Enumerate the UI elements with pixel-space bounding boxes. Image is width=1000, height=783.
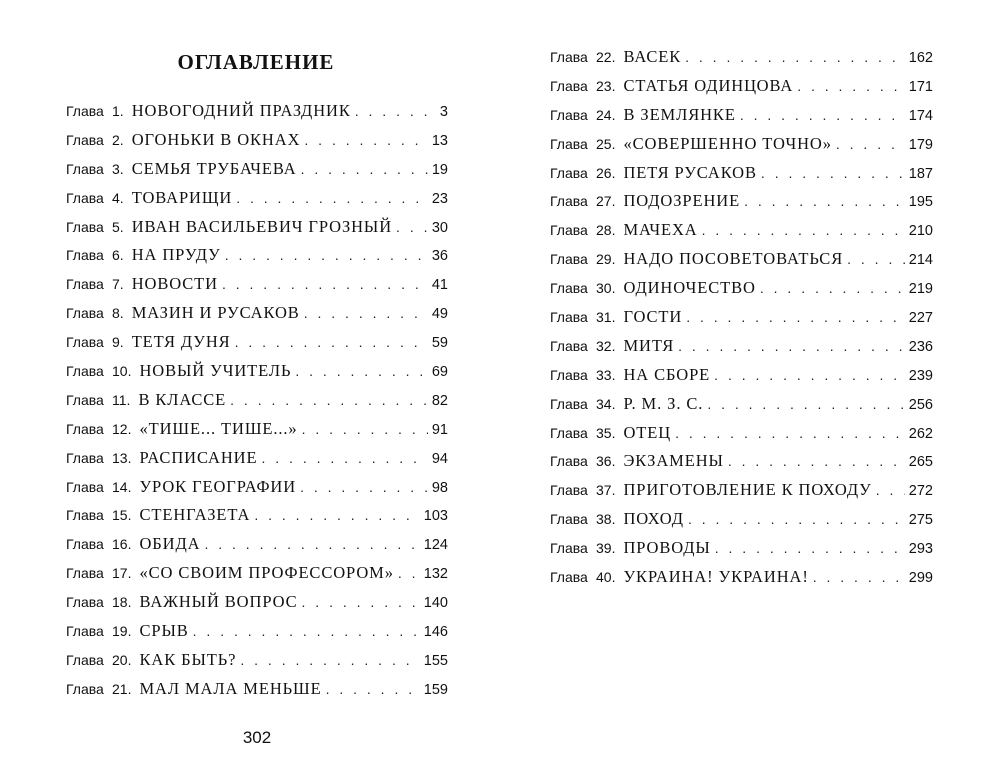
toc-entry [550,538,933,567]
chapter-title: НОВЫЙ УЧИТЕЛЬ [139,361,292,381]
dot-leader [302,594,420,610]
chapter-number: 9. [112,334,124,351]
chapter-label: Глава [550,569,588,586]
dot-leader [254,507,419,523]
chapter-title: ОДИНОЧЕСТВО [623,278,756,298]
dot-leader [261,450,427,466]
chapter-page-number: 98 [431,479,448,496]
dot-leader [222,276,428,292]
page-number: 302 [242,728,272,747]
dot-leader [728,453,905,469]
toc-entry [66,505,448,534]
chapter-label: Глава [550,135,588,152]
chapter-page-number: 227 [908,310,933,327]
chapter-label: Глава [66,651,104,668]
toc-entry [66,390,448,419]
chapter-number: 27. [596,193,616,210]
toc-entry [550,336,933,365]
chapter-label: Глава [550,77,588,94]
chapter-label: Глава [66,507,104,524]
dot-leader [236,190,428,206]
chapter-label: Глава [66,334,104,351]
chapter-page-number: 36 [431,248,448,265]
chapter-number: 31. [596,309,616,326]
chapter-title: ПЕТЯ РУСАКОВ [623,162,757,182]
chapter-title: СЕМЬЯ ТРУБАЧЕВА [131,158,297,178]
chapter-title: ВАСЕК [623,47,682,66]
toc-entry [550,134,933,163]
chapter-number: 20. [112,651,132,668]
dot-leader [326,681,420,697]
toc-entry [66,621,448,650]
chapter-label: Глава [550,49,588,65]
dot-leader [847,251,905,267]
chapter-title: СРЫВ [139,621,189,641]
toc-entry [66,159,448,188]
chapter-number: 25. [596,135,616,152]
chapter-page-number: 219 [908,281,933,298]
chapter-label: Глава [66,449,104,466]
toc-entry [550,76,933,105]
toc-entry [550,365,933,394]
chapter-label: Глава [66,305,104,322]
chapter-label: Глава [66,536,104,553]
toc-entry [66,477,448,506]
chapter-page-number: 256 [908,396,933,413]
toc-entry [550,307,933,336]
chapter-label: Глава [66,131,104,148]
chapter-page-number: 23 [431,190,448,207]
chapter-number: 14. [112,478,132,495]
chapter-number: 30. [596,280,616,297]
chapter-label: Глава [66,565,104,582]
chapter-number: 6. [112,247,124,264]
chapter-label: Глава [550,164,588,181]
chapter-label: Глава [550,222,588,239]
dot-leader [235,334,428,350]
chapter-number: 34. [596,395,616,412]
chapter-number: 29. [596,251,616,268]
chapter-number: 26. [596,164,616,181]
chapter-title: НОВОСТИ [131,274,218,294]
toc-entry [66,563,448,592]
toc-entry [550,163,933,192]
chapter-number: 24. [596,106,616,123]
chapter-label: Глава [66,189,104,206]
dot-leader [876,482,905,498]
chapter-title: В КЛАССЕ [138,389,227,409]
chapter-label: Глава [550,453,588,470]
chapter-label: Глава [66,363,104,380]
toc-entry [550,480,933,509]
chapter-label: Глава [550,280,588,297]
chapter-page-number: 171 [908,78,933,95]
chapter-title: СТЕНГАЗЕТА [139,505,251,525]
chapter-number: 28. [596,222,616,239]
chapter-number: 38. [596,511,616,528]
chapter-page-number: 262 [908,425,933,442]
chapter-number: 40. [596,569,616,586]
toc-entry [66,419,448,448]
dot-leader [225,247,428,263]
chapter-page-number: 159 [423,681,448,698]
chapter-page-number: 49 [431,306,448,323]
toc-entry [550,191,933,220]
dot-leader [678,338,905,354]
dot-leader [300,479,428,495]
chapter-title: МАЧЕХА [623,220,698,240]
chapter-number: 1. [112,103,124,119]
chapter-page-number: 103 [423,508,448,525]
toc-entry [66,361,448,390]
chapter-number: 3. [112,160,124,177]
chapter-title: НА ПРУДУ [131,245,221,265]
chapter-title: РАСПИСАНИЕ [139,447,258,467]
dot-leader [301,161,428,177]
chapter-page-number: 174 [908,107,933,124]
chapter-title: ОТЕЦ [623,422,672,442]
dot-leader [688,511,905,527]
toc-entry [66,217,448,246]
dot-leader [797,78,905,94]
chapter-label: Глава [550,106,588,123]
chapter-label: Глава [550,366,588,383]
dot-leader [204,536,419,552]
dot-leader [675,425,905,441]
chapter-label: Глава [66,391,104,408]
chapter-label: Глава [550,337,588,354]
dot-leader [686,309,905,325]
chapter-title: УРОК ГЕОГРАФИИ [139,476,297,496]
chapter-page-number: 19 [431,161,448,178]
chapter-label: Глава [550,540,588,557]
chapter-title: «ТИШЕ... ТИШЕ...» [139,418,298,438]
chapter-number: 15. [112,507,132,524]
chapter-page-number: 293 [908,541,933,558]
chapter-title: ВАЖНЫЙ ВОПРОС [139,592,298,612]
chapter-number: 8. [112,305,124,322]
toc-entry [550,249,933,278]
chapter-label: Глава [550,251,588,268]
chapter-page-number: 155 [423,652,448,669]
toc-entry [66,130,448,159]
chapter-number: 36. [596,453,616,470]
chapter-number: 35. [596,424,616,441]
toc-heading: ОГЛАВЛЕНИЕ [177,50,335,74]
chapter-page-number: 124 [423,537,448,554]
toc-entry [66,274,448,303]
toc-entry [550,394,933,423]
chapter-label: Глава [550,395,588,412]
toc-entry [66,534,448,563]
chapter-number: 16. [112,536,132,553]
toc-entry [66,303,448,332]
chapter-page-number: 195 [908,194,933,211]
dot-leader [302,421,428,437]
chapter-number: 7. [112,276,124,293]
chapter-number: 19. [112,623,132,640]
toc-entry [66,679,448,708]
chapter-title: ПОХОД [623,509,684,529]
chapter-number: 2. [112,131,124,148]
chapter-title: ЭКЗАМЕНЫ [623,451,724,471]
dot-leader [761,165,905,181]
dot-leader [715,540,905,556]
dot-leader [740,107,905,123]
chapter-label: Глава [550,193,588,210]
toc-column-left [66,101,448,708]
chapter-title: ОГОНЬКИ В ОКНАХ [131,129,301,149]
toc-entry [550,423,933,452]
chapter-title: ИВАН ВАСИЛЬЕВИЧ ГРОЗНЫЙ [131,216,393,236]
toc-entry [550,220,933,249]
chapter-page-number: 210 [908,223,933,240]
chapter-number: 39. [596,540,616,557]
dot-leader [702,222,905,238]
chapter-title: СТАТЬЯ ОДИНЦОВА [623,75,794,95]
chapter-page-number: 3 [439,104,448,120]
chapter-number: 11. [112,391,131,408]
chapter-page-number: 30 [431,219,448,236]
toc-entry [550,451,933,480]
toc-entry [66,592,448,621]
chapter-title: МАЗИН И РУСАКОВ [131,303,300,323]
chapter-title: ТЕТЯ ДУНЯ [131,332,231,352]
chapter-label: Глава [66,420,104,437]
chapter-title: НА СБОРЕ [623,364,711,384]
chapter-number: 17. [112,565,132,582]
chapter-number: 10. [112,363,132,380]
chapter-page-number: 82 [431,392,448,409]
chapter-title: ПОДОЗРЕНИЕ [623,191,741,211]
chapter-title: ПРИГОТОВЛЕНИЕ К ПОХОДУ [623,480,872,500]
chapter-title: ПРОВОДЫ [623,538,711,558]
chapter-label: Глава [66,276,104,293]
chapter-page-number: 272 [908,483,933,500]
chapter-title: МАЛ МАЛА МЕНЬШЕ [139,678,322,698]
chapter-page-number: 236 [908,338,933,355]
chapter-label: Глава [66,103,104,119]
toc-entry [550,567,933,596]
chapter-label: Глава [66,680,104,697]
chapter-page-number: 239 [908,367,933,384]
dot-leader [714,367,905,383]
chapter-page-number: 94 [431,450,448,467]
chapter-page-number: 299 [908,570,933,587]
dot-leader [685,49,905,65]
chapter-page-number: 59 [431,335,448,352]
dot-leader [760,280,905,296]
chapter-label: Глава [66,478,104,495]
toc-entry [550,105,933,134]
chapter-title: ТОВАРИЩИ [131,187,233,207]
chapter-label: Глава [66,160,104,177]
chapter-page-number: 179 [908,136,933,153]
chapter-page-number: 265 [908,454,933,471]
chapter-label: Глава [550,511,588,528]
dot-leader [193,623,420,639]
chapter-page-number: 275 [908,512,933,529]
dot-leader [707,396,904,412]
dot-leader [398,565,420,581]
dot-leader [240,652,419,668]
chapter-title: Р. М. З. С. [623,393,704,413]
chapter-page-number: 140 [423,595,448,612]
toc-entry [66,650,448,679]
chapter-page-number: 132 [423,566,448,583]
chapter-page-number: 69 [431,364,448,381]
chapter-number: 12. [112,420,132,437]
chapter-label: Глава [550,482,588,499]
chapter-number: 21. [112,680,132,697]
toc-entry [66,101,448,130]
chapter-number: 33. [596,366,616,383]
chapter-title: УКРАИНА! УКРАИНА! [623,567,809,587]
dot-leader [744,193,905,209]
chapter-title: МИТЯ [623,335,675,355]
chapter-label: Глава [66,623,104,640]
chapter-label: Глава [66,594,104,611]
dot-leader [355,103,436,119]
chapter-title: НОВОГОДНИЙ ПРАЗДНИК [131,101,351,120]
chapter-page-number: 162 [908,50,933,66]
chapter-title: В ЗЕМЛЯНКЕ [623,104,736,124]
chapter-page-number: 41 [431,277,448,294]
chapter-title: НАДО ПОСОВЕТОВАТЬСЯ [623,249,844,269]
chapter-page-number: 187 [908,165,933,182]
chapter-number: 18. [112,594,132,611]
toc-entry [66,188,448,217]
chapter-number: 22. [596,49,616,65]
chapter-number: 23. [596,77,616,94]
toc-column-right [550,47,933,596]
chapter-title: ОБИДА [139,534,201,554]
chapter-number: 4. [112,189,124,206]
chapter-page-number: 214 [908,252,933,269]
toc-entry [550,278,933,307]
chapter-page-number: 146 [423,624,448,641]
toc-entry [66,332,448,361]
toc-entry [66,245,448,274]
chapter-title: «СОВЕРШЕННО ТОЧНО» [623,133,832,153]
chapter-label: Глава [66,247,104,264]
toc-entry [550,47,933,76]
chapter-number: 5. [112,218,124,235]
chapter-label: Глава [66,218,104,235]
dot-leader [304,305,428,321]
dot-leader [836,136,905,152]
dot-leader [304,132,427,148]
chapter-label: Глава [550,309,588,326]
chapter-page-number: 13 [431,132,448,149]
toc-entry [66,448,448,477]
chapter-label: Глава [550,424,588,441]
dot-leader [396,219,428,235]
toc-entry [550,509,933,538]
chapter-number: 37. [596,482,616,499]
dot-leader [813,569,905,585]
chapter-title: КАК БЫТЬ? [139,649,237,669]
chapter-number: 32. [596,337,616,354]
chapter-number: 13. [112,449,132,466]
chapter-page-number: 91 [431,421,448,438]
dot-leader [230,392,428,408]
chapter-title: ГОСТИ [623,307,683,327]
chapter-title: «СО СВОИМ ПРОФЕССОРОМ» [139,563,394,583]
dot-leader [295,363,427,379]
